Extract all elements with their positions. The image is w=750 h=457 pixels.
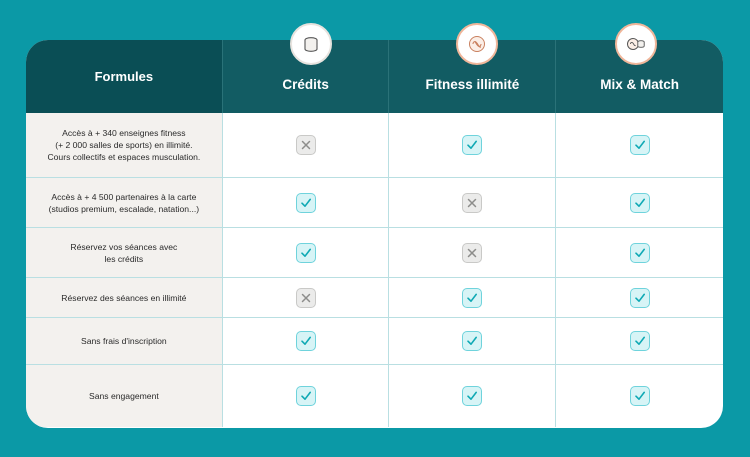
cross-icon bbox=[462, 243, 482, 263]
table-row bbox=[26, 317, 723, 364]
feature-cell bbox=[555, 228, 723, 277]
cross-icon bbox=[296, 288, 316, 308]
row-label: Accès à + 340 enseignes fitness (+ 2 000 salles de sports) en illimité. Cours collectifs et espaces musculation. bbox=[26, 113, 222, 177]
check-icon bbox=[630, 386, 650, 406]
header-fitness-illimite: Fitness illimité bbox=[388, 40, 555, 113]
feature-cell bbox=[388, 278, 555, 317]
header-formules: Formules bbox=[26, 40, 222, 113]
header-credits: Crédits bbox=[222, 40, 389, 113]
feature-cell bbox=[222, 228, 389, 277]
table-row bbox=[26, 113, 723, 177]
check-icon bbox=[296, 386, 316, 406]
table-row bbox=[26, 364, 723, 427]
table-row bbox=[26, 177, 723, 227]
row-label: Sans frais d'inscription bbox=[26, 318, 222, 364]
feature-cell bbox=[388, 178, 555, 227]
check-icon bbox=[630, 331, 650, 351]
table-body bbox=[26, 113, 723, 427]
comparison-table bbox=[26, 40, 723, 428]
feature-cell bbox=[555, 113, 723, 177]
header-mix-match: Mix & Match bbox=[555, 40, 723, 113]
feature-cell bbox=[222, 318, 389, 364]
table-row bbox=[26, 227, 723, 277]
feature-cell bbox=[388, 365, 555, 427]
feature-cell bbox=[388, 228, 555, 277]
check-icon bbox=[462, 288, 482, 308]
feature-cell bbox=[388, 318, 555, 364]
check-icon bbox=[630, 193, 650, 213]
feature-cell bbox=[222, 113, 389, 177]
coins-icon bbox=[290, 23, 332, 65]
row-label: Sans engagement bbox=[26, 365, 222, 427]
feature-cell bbox=[555, 318, 723, 364]
check-icon bbox=[462, 386, 482, 406]
feature-cell bbox=[555, 178, 723, 227]
check-icon bbox=[462, 135, 482, 155]
check-icon bbox=[630, 135, 650, 155]
table-row bbox=[26, 277, 723, 317]
feature-cell bbox=[222, 278, 389, 317]
feature-cell bbox=[222, 178, 389, 227]
feature-cell bbox=[555, 278, 723, 317]
cross-icon bbox=[296, 135, 316, 155]
check-icon bbox=[462, 331, 482, 351]
row-label: Accès à + 4 500 partenaires à la carte (studios premium, escalade, natation...) bbox=[26, 178, 222, 227]
feature-cell bbox=[388, 113, 555, 177]
infinity-coins-icon bbox=[615, 23, 657, 65]
check-icon bbox=[630, 288, 650, 308]
row-label: Réservez des séances en illimité bbox=[26, 278, 222, 317]
check-icon bbox=[296, 331, 316, 351]
check-icon bbox=[296, 193, 316, 213]
check-icon bbox=[296, 243, 316, 263]
row-label: Réservez vos séances avec les crédits bbox=[26, 228, 222, 277]
infinity-icon bbox=[456, 23, 498, 65]
cross-icon bbox=[462, 193, 482, 213]
feature-cell bbox=[222, 365, 389, 427]
feature-cell bbox=[555, 365, 723, 427]
check-icon bbox=[630, 243, 650, 263]
